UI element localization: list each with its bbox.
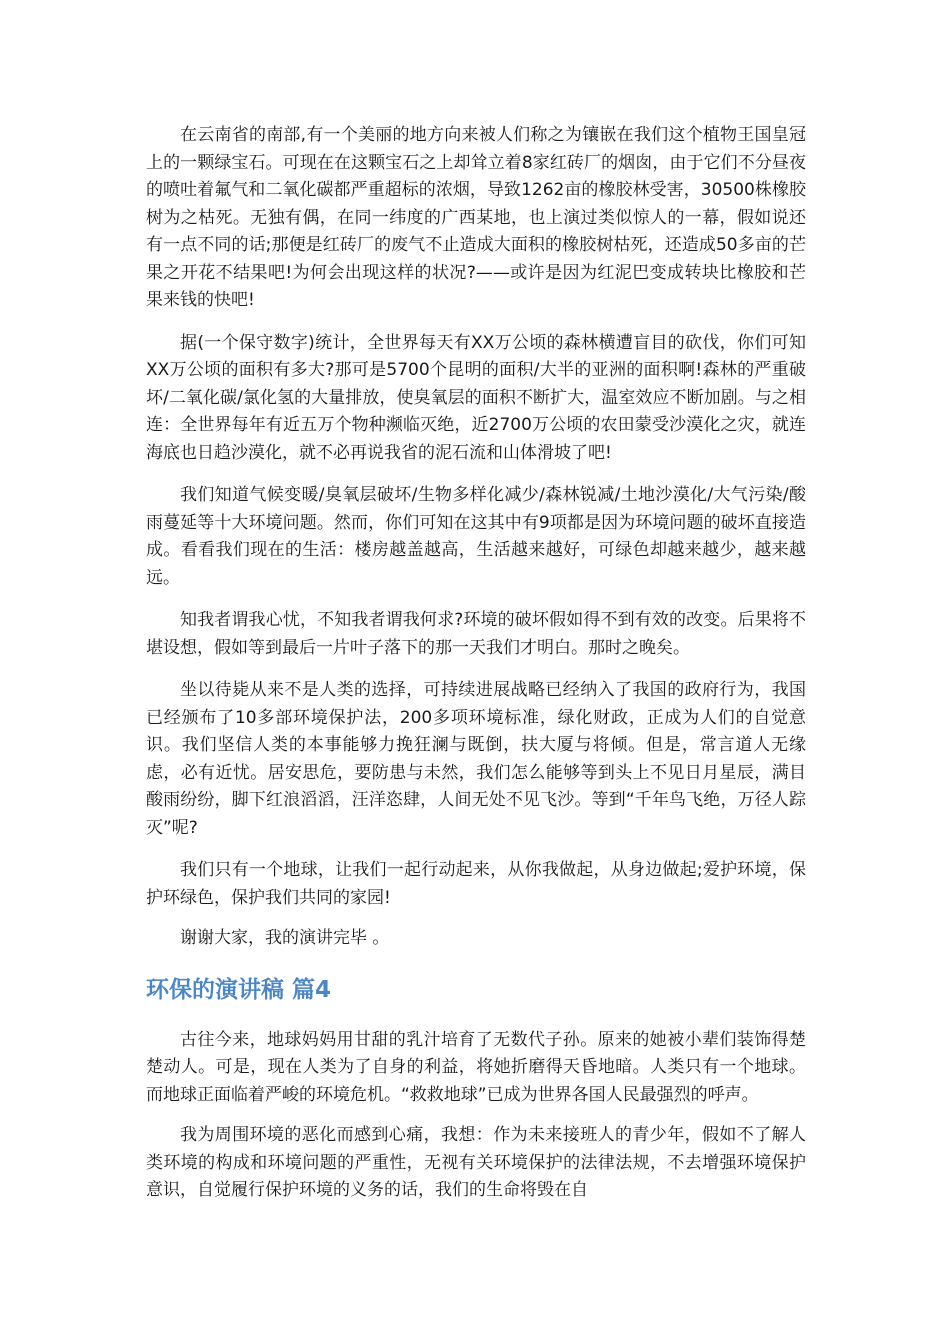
body-paragraph: 我们知道气候变暖/臭氧层破坏/生物多样化减少/森林锐减/土地沙漠化/大气污染/酸雨蔓延等十大环境问题。然而，你们可知在这其中有9项都是因为环境问题的破坏直接造成。看看我们现在的生活：楼房越盖越高，生活越来越好，可绿色却越来越少，越来越远。 [146, 485, 806, 588]
body-paragraph: 知我者谓我心忧，不知我者谓我何求?环境的破坏假如得不到有效的改变。后果将不堪设想，假如等到最后一片叶子落下的那一天我们才明白。那时之晚矣。 [146, 610, 806, 658]
body-paragraph: 坐以待毙从来不是人类的选择，可持续进展战略已经纳入了我国的政府行为，我国已经颁布了10多部环境保护法，200多项环境标准，绿化财政，正成为人们的自觉意识。我们坚信人类的本事能够力挽狂澜与既倒，扶大厦与将倾。但是，常言道人无缘虑，必有近忧。居安思危，要防患与未然，我们怎么能够等到头上不见日月星辰，满目酸雨纷纷，脚下红浪滔滔，汪洋恣肆，人间无处不见飞沙。等到“千年鸟飞绝，万径人踪灭”呢? [146, 680, 806, 838]
document-page [146, 122, 806, 1205]
body-paragraph: 在云南省的南部,有一个美丽的地方向来被人们称之为镶嵌在我们这个植物王国皇冠上的一颗绿宝石。可现在在这颗宝石之上却耸立着8家红砖厂的烟囱，由于它们不分昼夜的喷吐着氟气和二氧化碳都严重超标的浓烟，导致1262亩的橡胶林受害，30500株橡胶树为之枯死。无独有偶，在同一纬度的广西某地，也上演过类似惊人的一幕，假如说还有一点不同的话;那便是红砖厂的废气不止造成大面积的橡胶树枯死，还造成50多亩的芒果之开花不结果吧!为何会出现这样的状况?——或许是因为红泥巴变成转块比橡胶和芒果来钱的快吧! [146, 125, 806, 310]
body-paragraph: 古往今来，地球妈妈用甘甜的乳汁培育了无数代子孙。原来的她被小辈们装饰得楚楚动人。可是，现在人类为了自身的利益，将她折磨得天昏地暗。人类只有一个地球。而地球正面临着严峻的环境危机。“救救地球”已成为世界各国人民最强烈的呼声。 [146, 1029, 806, 1105]
closing-paragraph: 谢谢大家，我的演讲完毕 。 [180, 928, 390, 948]
body-paragraph: 我为周围环境的恶化而感到心痛，我想：作为未来接班人的青少年，假如不了解人类环境的构成和环境问题的严重性，无视有关环境保护的法律法规，不去增强环境保护意识，自觉履行保护环境的义务的话，我们的生命将毁在自 [146, 1125, 806, 1200]
body-paragraph: 我们只有一个地球，让我们一起行动起来，从你我做起，从身边做起;爱护环境，保护环绿色，保护我们共同的家园! [146, 860, 806, 908]
section-heading: 环保的演讲稿 篇4 [146, 976, 332, 1003]
body-paragraph: 据(一个保守数字)统计，全世界每天有XX万公顷的森林横遭盲目的砍伐，你们可知XX万公顷的面积有多大?那可是5700个昆明的面积/大半的亚洲的面积啊!森林的严重破坏/二氧化碳/氯化氢的大量排放，使臭氧层的面积不断扩大，温室效应不断加剧。与之相连：全世界每年有近五万个物种濒临灭绝，近2700万公顷的农田蒙受沙漠化之灾，就连海底也日趋沙漠化，就不必再说我省的泥石流和山体滑坡了吧! [146, 332, 806, 463]
